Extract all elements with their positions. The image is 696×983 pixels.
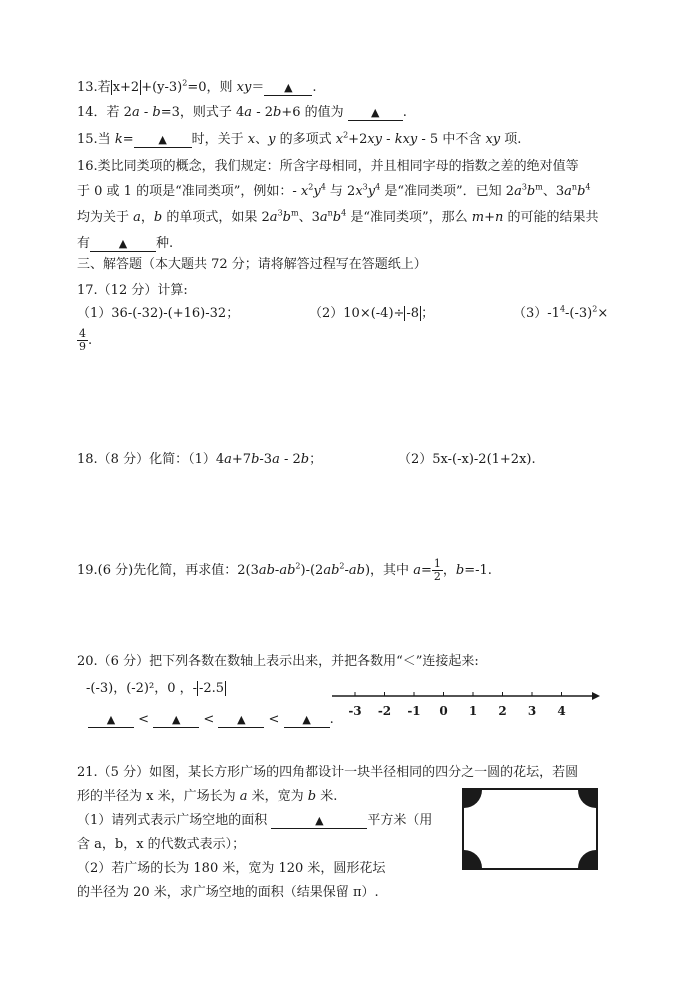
q16-term: a xyxy=(319,210,328,225)
q15-text: 、 xyxy=(255,132,269,147)
question-20-blanks xyxy=(88,711,334,729)
q14-variable: a xyxy=(131,105,140,120)
q19-variable: a xyxy=(413,563,421,578)
number-line-tick-label: 0 xyxy=(439,704,448,718)
triangle-mark: ▲ xyxy=(302,713,311,726)
triangle-mark: ▲ xyxy=(118,237,128,250)
q20-blank-4 xyxy=(284,713,330,728)
question-18 xyxy=(77,451,322,469)
question-20-heading: 20.（6 分）把下列各数在数轴上表示出来，并把各数用“＜”连接起来: xyxy=(77,654,479,669)
quarter-circle-bottom-left xyxy=(462,850,482,870)
triangle-mark: ▲ xyxy=(315,814,324,827)
question-18-part-2: （2）5x-(-x)-2(1+2x). xyxy=(398,452,536,467)
q21-variable: b xyxy=(307,789,317,804)
q16-term: b xyxy=(526,184,536,199)
question-13 xyxy=(77,79,316,97)
q17-text: （2）10×(-4)÷ xyxy=(309,306,405,321)
number-line-tick-label: 3 xyxy=(527,704,537,718)
question-20-numbers xyxy=(86,680,226,698)
q19-variable: b xyxy=(455,563,465,578)
q13-answer-blank xyxy=(264,81,312,96)
q18-variable: b xyxy=(251,452,260,467)
q13-exponent: 2 xyxy=(182,78,188,88)
q15-variable: xy xyxy=(367,132,383,147)
q18-variable: b xyxy=(300,452,310,467)
triangle-mark: ▲ xyxy=(158,133,167,146)
q16-text: 是“准同类项”，那么 xyxy=(346,210,472,225)
q15-text: - 5 中不含 xyxy=(417,132,486,147)
q19-text: 19.(6 分)先化简，再求值：2(3 xyxy=(77,563,259,578)
q20-blank-2 xyxy=(153,713,199,728)
q16-term: x xyxy=(355,184,363,199)
q19-text: =-1. xyxy=(464,563,492,578)
q21-text: （1）请列式表示广场空地的面积 xyxy=(77,813,272,828)
square-plaza-figure xyxy=(462,788,598,870)
question-17-part-1: （1）36-(-32)-(+16)-32； xyxy=(77,306,240,321)
question-21-line-4: 含 a，b，x 的代数式表示）； xyxy=(77,837,246,852)
q16-exponent: 4 xyxy=(341,208,347,218)
q16-exponent: n xyxy=(327,208,333,218)
arrow-head-icon xyxy=(592,692,600,700)
q16-text: 的可能的结果共 xyxy=(503,210,599,225)
q21-text: 米. xyxy=(316,789,338,804)
q19-exponent: 2 xyxy=(339,561,345,571)
question-16-line-2: 于 0 或 1 的项是“准同类项”，例如：- $x^2y^4$ 与 $2x^3y^4$ 是“准同类项”．已知 $2a^3b^m$、$3a^nb^4$ xyxy=(77,182,591,199)
question-21-line-3 xyxy=(77,812,432,830)
q18-text: -3 xyxy=(259,452,273,467)
fraction xyxy=(432,558,443,583)
q16-exponent: 2 xyxy=(308,182,314,192)
q15-text: 项. xyxy=(500,132,522,147)
q15-text: 时，关于 xyxy=(191,132,248,147)
question-17-part-3 xyxy=(513,305,608,323)
fraction-denominator: 9 xyxy=(79,340,86,353)
q18-text: ； xyxy=(309,452,323,467)
q15-text: +2 xyxy=(348,132,368,147)
fraction-denominator: 2 xyxy=(433,570,441,583)
q16-text: 有 xyxy=(77,236,91,251)
q16-text: 种. xyxy=(156,236,174,251)
q19-text: - xyxy=(274,563,280,578)
less-than-sign: < xyxy=(138,712,150,727)
q19-variable: ab xyxy=(279,563,296,578)
q16-answer-blank xyxy=(90,237,156,252)
q16-text: 与 xyxy=(325,184,348,199)
number-line-tick-label: 2 xyxy=(498,704,507,718)
q16-term: x xyxy=(300,184,309,199)
q14-text: - xyxy=(139,105,153,120)
triangle-mark: ▲ xyxy=(171,713,181,726)
question-16-line-3: 均为关于 a，b 的单项式，如果 $2a^3b^m$、$3a^nb^4$ 是“准同类项”，那么 m+n 的可能的结果共 xyxy=(77,208,599,225)
quarter-circle-bottom-right xyxy=(578,850,598,870)
q15-variable: kxy xyxy=(394,132,418,147)
q16-exponent: 3 xyxy=(362,182,368,192)
q16-term: n xyxy=(495,210,504,225)
q15-variable: x xyxy=(247,132,256,147)
q16-exponent: 3 xyxy=(521,182,527,192)
q14-answer-blank xyxy=(348,106,403,121)
q17-text: -(-3) xyxy=(565,306,593,321)
q16-term: b xyxy=(332,210,342,225)
q14-text: 14．若 2 xyxy=(77,105,132,120)
q16-term: y xyxy=(367,184,376,199)
q15-variable: xy xyxy=(485,132,501,147)
q15-text: = xyxy=(122,132,134,147)
q21-text: 形的半径为 x 米，广场长为 xyxy=(77,789,240,804)
q16-exponent: 4 xyxy=(375,182,381,192)
q14-variable: b xyxy=(152,105,161,120)
question-17-part-2 xyxy=(309,305,434,323)
q15-variable: y xyxy=(268,132,276,147)
triangle-mark: ▲ xyxy=(106,713,116,726)
q18-variable: a xyxy=(272,452,280,467)
q16-text: 、 xyxy=(298,210,312,225)
q17-exponent: 2 xyxy=(592,304,598,314)
q13-text: +(y-3) xyxy=(141,80,183,95)
q16-exponent: n xyxy=(571,182,578,192)
number-line-tick-label: -3 xyxy=(348,704,362,718)
q13-text: 13.若 xyxy=(77,80,111,95)
q16-exponent: m xyxy=(290,208,299,218)
q17-text: × xyxy=(597,306,609,321)
q14-text: +6 的值为 xyxy=(281,105,348,120)
triangle-mark: ▲ xyxy=(237,713,246,726)
q17-exponent: 4 xyxy=(559,304,566,314)
q16-term: a xyxy=(269,210,278,225)
q16-term: b xyxy=(153,210,163,225)
q18-text: 18.（8 分）化简：（1）4 xyxy=(77,452,225,467)
q16-text: 是“准同类项”．已知 xyxy=(380,184,506,199)
q16-text: 、 xyxy=(542,184,556,199)
question-15 xyxy=(77,131,521,149)
q20-text: -(-3)，(-2)²，0 ，- xyxy=(86,681,198,696)
q20-period: . xyxy=(329,712,334,727)
q19-exponent: 2 xyxy=(295,561,301,571)
q16-exponent: 4 xyxy=(320,182,326,192)
section-heading: 三、解答题（本大题共 72 分；请将解答过程写在答题纸上） xyxy=(77,257,427,272)
q13-text: =0，则 xyxy=(187,80,237,95)
q15-text: - xyxy=(382,132,395,147)
question-16-line-4 xyxy=(77,235,173,253)
q19-text: = xyxy=(420,563,432,578)
q16-exponent: 4 xyxy=(585,182,591,192)
question-21-line-6: 的半径为 20 米，求广场空地的面积（结果保留 π）. xyxy=(77,885,379,900)
q18-text: +7 xyxy=(231,452,252,467)
fraction-numerator: 4 xyxy=(79,327,86,340)
q19-variable: ab xyxy=(348,563,365,578)
quarter-circle-top-left xyxy=(462,788,482,808)
number-line-tick-label: -1 xyxy=(407,704,421,718)
q13-abs: x+2 xyxy=(112,80,140,95)
q15-variable: x xyxy=(335,132,344,147)
q19-variable: ab xyxy=(323,563,340,578)
q17-abs: -8 xyxy=(406,306,420,321)
q20-blank-1 xyxy=(88,713,134,728)
q16-exponent: 3 xyxy=(277,208,283,218)
q19-text: - xyxy=(344,563,349,578)
q21-text: 平方米（用 xyxy=(367,813,433,828)
q16-term: y xyxy=(313,184,321,199)
q17-text: （3）-1 xyxy=(513,306,560,321)
q15-text: 的多项式 xyxy=(275,132,336,147)
q16-term: a xyxy=(133,210,141,225)
q18-text: - 2 xyxy=(279,452,301,467)
q14-text: =3，则式子 4 xyxy=(160,105,245,120)
q16-term: a xyxy=(564,184,572,199)
q16-term: b xyxy=(577,184,586,199)
q14-variable: a xyxy=(244,105,253,120)
q15-answer-blank xyxy=(134,133,192,148)
q16-text: ， xyxy=(140,210,154,225)
q14-text: . xyxy=(402,105,407,120)
question-17-fraction xyxy=(77,328,92,353)
q19-text: )-(2 xyxy=(300,563,324,578)
q19-variable: ab xyxy=(258,563,275,578)
q13-variable: xy xyxy=(236,80,252,95)
number-line-tick-label: 1 xyxy=(468,704,478,718)
fraction xyxy=(77,328,88,353)
question-21-line-2 xyxy=(77,788,337,806)
q21-variable: a xyxy=(239,789,248,804)
less-than-sign: < xyxy=(268,712,280,727)
triangle-mark: ▲ xyxy=(284,81,293,94)
triangle-mark: ▲ xyxy=(371,106,380,119)
question-16-line-1: 16.类比同类项的概念，我们规定：所含字母相同，并且相同字母的指数之差的绝对值等 xyxy=(77,159,579,174)
q20-blank-3 xyxy=(218,713,264,728)
number-line-tick-label: -2 xyxy=(377,704,392,718)
q21-text: 米，宽为 xyxy=(247,789,308,804)
q19-text: )，其中 xyxy=(364,563,414,578)
q14-variable: b xyxy=(273,105,282,120)
q19-text: ， xyxy=(442,563,456,578)
q15-text: 15.当 xyxy=(77,132,115,147)
question-21-line-5: （2）若广场的长为 180 米，宽为 120 米，圆形花坛 xyxy=(77,861,386,876)
q18-variable: a xyxy=(224,452,232,467)
q16-text: 均为关于 xyxy=(77,210,134,225)
q21-answer-blank xyxy=(271,814,367,829)
number-line-tick-label: 4 xyxy=(557,704,566,718)
number-line xyxy=(330,690,602,724)
q16-term: m xyxy=(471,210,485,225)
quarter-circle-top-right xyxy=(578,788,598,808)
q15-exponent: 2 xyxy=(343,130,349,140)
q15-variable: k xyxy=(114,132,123,147)
q17-text: . xyxy=(88,333,93,348)
q14-text: - 2 xyxy=(252,105,273,120)
q16-text: 的单项式，如果 xyxy=(162,210,262,225)
q20-abs: -2.5 xyxy=(199,681,225,696)
question-21-line-1: 21.（5 分）如图，某长方形广场的四角都设计一块半径相同的四分之一圆的花坛，若圆 xyxy=(77,765,579,780)
q13-text: . xyxy=(312,80,317,95)
q13-text: ＝ xyxy=(251,80,265,95)
fraction-numerator: 1 xyxy=(433,557,441,570)
less-than-sign: < xyxy=(203,712,215,727)
q17-text: ； xyxy=(421,306,435,321)
q16-text: 于 0 或 1 的项是“准同类项”，例如：- xyxy=(77,184,301,199)
q16-exponent: m xyxy=(535,182,543,192)
q16-term: a xyxy=(514,184,522,199)
q16-term: b xyxy=(282,210,291,225)
question-19 xyxy=(77,558,492,583)
question-14 xyxy=(77,104,407,122)
question-17-heading: 17.（12 分）计算: xyxy=(77,283,188,298)
